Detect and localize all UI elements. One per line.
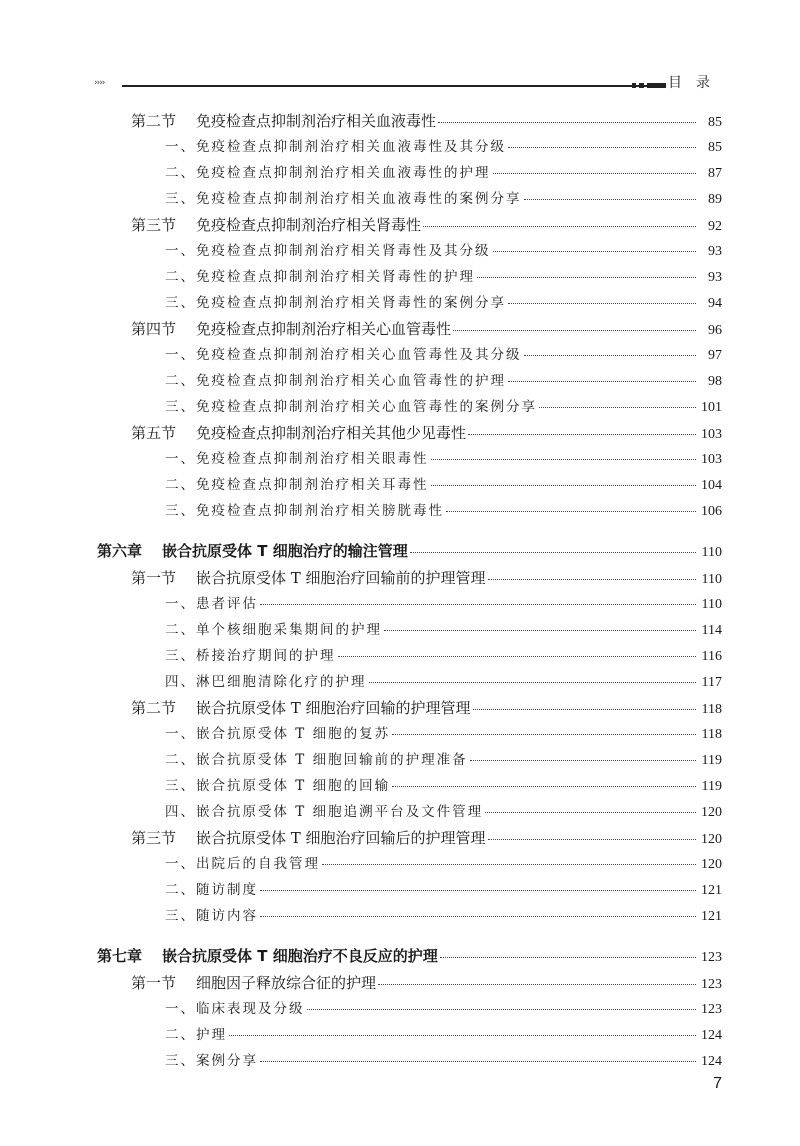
toc-section[interactable] [0, 316, 800, 342]
toc-section[interactable] [0, 565, 800, 591]
toc-title: 免疫检查点抑制剂治疗相关肾毒性的案例分享 [196, 295, 506, 311]
header-arrows-icon: ›››› [94, 78, 105, 88]
toc-section[interactable] [0, 108, 800, 134]
toc-item[interactable] [0, 1022, 800, 1048]
toc-item[interactable] [0, 669, 800, 695]
toc-page: 121 [701, 909, 722, 924]
toc-item[interactable] [0, 160, 800, 186]
leader-dots [473, 708, 696, 710]
toc-title: 免疫检查点抑制剂治疗相关肾毒性的护理 [196, 269, 475, 285]
toc-item[interactable] [0, 134, 800, 160]
toc-title: 临床表现及分级 [196, 1001, 305, 1017]
toc-page: 110 [701, 572, 722, 587]
leader-dots [260, 915, 696, 917]
toc-item[interactable] [0, 996, 800, 1022]
toc-page: 118 [701, 727, 722, 742]
toc-title: 免疫检查点抑制剂治疗相关血液毒性 [196, 112, 437, 130]
toc-page: 89 [708, 192, 722, 207]
toc-item[interactable] [0, 721, 800, 747]
toc-page: 103 [701, 427, 722, 442]
toc-section[interactable] [0, 212, 800, 238]
toc-number: 二、 [165, 477, 196, 493]
toc-page: 104 [701, 478, 722, 493]
toc-title: 桥接治疗期间的护理 [196, 648, 336, 664]
toc-title: 出院后的自我管理 [196, 856, 320, 872]
toc-title: 护理 [196, 1027, 227, 1043]
toc-number: 一、 [165, 596, 196, 612]
leader-dots [453, 329, 696, 331]
toc-section[interactable] [0, 695, 800, 721]
toc-chapter[interactable] [0, 538, 800, 565]
toc-page: 120 [701, 832, 722, 847]
toc-page: 123 [701, 950, 722, 965]
leader-dots [260, 603, 696, 605]
toc-title: 嵌合抗原受体 T 细胞治疗的输注管理 [162, 542, 408, 560]
toc-title: 免疫检查点抑制剂治疗相关耳毒性 [196, 477, 429, 493]
leader-dots [307, 1008, 697, 1010]
toc-number: 二、 [165, 622, 196, 638]
toc-section[interactable] [0, 825, 800, 851]
toc-number: 第一节 [131, 974, 177, 992]
leader-dots [524, 198, 697, 200]
toc-title: 免疫检查点抑制剂治疗相关血液毒性的护理 [196, 165, 491, 181]
toc-number: 四、 [165, 674, 196, 690]
toc-item[interactable] [0, 290, 800, 316]
toc-item[interactable] [0, 264, 800, 290]
toc-number: 一、 [165, 243, 196, 259]
toc-item[interactable] [0, 446, 800, 472]
header-rule [122, 85, 666, 87]
toc-title: 嵌合抗原受体 T 细胞的回输 [196, 778, 391, 794]
toc-title: 单个核细胞采集期间的护理 [196, 622, 382, 638]
toc-page: 93 [708, 244, 722, 259]
toc-number: 四、 [165, 804, 196, 820]
toc-number: 第三节 [131, 829, 177, 847]
toc-number: 一、 [165, 347, 196, 363]
toc-title: 免疫检查点抑制剂治疗相关血液毒性的案例分享 [196, 191, 522, 207]
leader-dots [229, 1034, 696, 1036]
toc-page: 121 [701, 883, 722, 898]
toc-number: 一、 [165, 856, 196, 872]
toc-title: 细胞因子释放综合征的护理 [196, 974, 377, 992]
toc-number: 二、 [165, 1027, 196, 1043]
toc-page: 110 [701, 597, 722, 612]
toc-title: 嵌合抗原受体 T 细胞追溯平台及文件管理 [196, 804, 484, 820]
toc-number: 第五节 [131, 424, 177, 442]
toc-title: 嵌合抗原受体 T 细胞治疗不良反应的护理 [162, 947, 438, 965]
leader-dots [384, 629, 696, 631]
leader-dots [423, 225, 696, 227]
toc-chapter[interactable] [0, 943, 800, 970]
toc-page: 119 [701, 779, 722, 794]
toc-title: 免疫检查点抑制剂治疗相关心血管毒性的案例分享 [196, 399, 537, 415]
leader-dots [338, 655, 697, 657]
toc-number: 三、 [165, 1053, 196, 1069]
toc-page: 117 [701, 675, 722, 690]
toc-title: 免疫检查点抑制剂治疗相关心血管毒性及其分级 [196, 347, 522, 363]
toc-item[interactable] [0, 643, 800, 669]
toc-title: 免疫检查点抑制剂治疗相关肾毒性 [196, 216, 422, 234]
toc-item[interactable] [0, 773, 800, 799]
toc-number: 第二节 [131, 699, 177, 717]
toc-page: 124 [701, 1054, 722, 1069]
toc-item[interactable] [0, 238, 800, 264]
toc-page: 124 [701, 1028, 722, 1043]
toc-item[interactable] [0, 368, 800, 394]
running-header [94, 70, 724, 100]
header-title: 目录 [668, 75, 724, 91]
toc-number: 三、 [165, 295, 196, 311]
toc-page: 103 [701, 452, 722, 467]
toc-page: 123 [701, 977, 722, 992]
table-of-contents [0, 108, 800, 1074]
leader-dots [508, 146, 696, 148]
toc-section[interactable] [0, 970, 800, 996]
toc-section[interactable] [0, 420, 800, 446]
toc-page: 120 [701, 805, 722, 820]
toc-title: 淋巴细胞清除化疗的护理 [196, 674, 367, 690]
toc-number: 第四节 [131, 320, 177, 338]
toc-number: 一、 [165, 139, 196, 155]
toc-item[interactable] [0, 799, 800, 825]
toc-page: 96 [708, 323, 722, 338]
toc-page: 114 [701, 623, 722, 638]
toc-item[interactable] [0, 903, 800, 929]
toc-title: 嵌合抗原受体 T 细胞回输前的护理准备 [196, 752, 468, 768]
toc-title: 免疫检查点抑制剂治疗相关血液毒性及其分级 [196, 139, 506, 155]
toc-title: 嵌合抗原受体 T 细胞治疗回输前的护理管理 [196, 569, 486, 587]
toc-number: 二、 [165, 269, 196, 285]
toc-title: 随访内容 [196, 908, 258, 924]
toc-number: 三、 [165, 908, 196, 924]
leader-dots [260, 889, 696, 891]
leader-dots [508, 302, 696, 304]
toc-title: 嵌合抗原受体 T 细胞治疗回输后的护理管理 [196, 829, 486, 847]
leader-dots [485, 811, 696, 813]
toc-page: 85 [708, 115, 722, 130]
toc-number: 三、 [165, 648, 196, 664]
toc-page: 92 [708, 219, 722, 234]
toc-item[interactable] [0, 186, 800, 212]
leader-dots [539, 406, 696, 408]
toc-page: 110 [701, 545, 722, 560]
leader-dots [493, 250, 697, 252]
toc-number: 三、 [165, 399, 196, 415]
toc-title: 免疫检查点抑制剂治疗相关膀胱毒性 [196, 503, 444, 519]
toc-number: 二、 [165, 165, 196, 181]
toc-page: 97 [708, 348, 722, 363]
leader-dots [392, 785, 696, 787]
toc-item[interactable] [0, 851, 800, 877]
leader-dots [446, 510, 696, 512]
toc-number: 一、 [165, 726, 196, 742]
leader-dots [488, 578, 696, 580]
toc-page: 87 [708, 166, 722, 181]
toc-number: 第三节 [131, 216, 177, 234]
leader-dots [431, 458, 697, 460]
toc-page: 85 [708, 140, 722, 155]
toc-item[interactable] [0, 1048, 800, 1074]
toc-title: 免疫检查点抑制剂治疗相关其他少见毒性 [196, 424, 467, 442]
toc-item[interactable] [0, 342, 800, 368]
leader-dots [440, 956, 696, 958]
toc-page: 101 [701, 400, 722, 415]
leader-dots [392, 733, 696, 735]
toc-item[interactable] [0, 617, 800, 643]
toc-title: 随访制度 [196, 882, 258, 898]
toc-title: 免疫检查点抑制剂治疗相关心血管毒性的护理 [196, 373, 506, 389]
toc-item[interactable] [0, 472, 800, 498]
toc-number: 一、 [165, 1001, 196, 1017]
toc-number: 第七章 [97, 947, 143, 965]
toc-number: 三、 [165, 503, 196, 519]
toc-number: 三、 [165, 191, 196, 207]
toc-title: 嵌合抗原受体 T 细胞的复苏 [196, 726, 391, 742]
leader-dots [470, 759, 696, 761]
toc-page: 98 [708, 374, 722, 389]
leader-dots [508, 380, 696, 382]
toc-page: 123 [701, 1002, 722, 1017]
leader-dots [260, 1060, 696, 1062]
toc-page: 106 [701, 504, 722, 519]
toc-item[interactable] [0, 877, 800, 903]
toc-page: 116 [701, 649, 722, 664]
toc-title: 免疫检查点抑制剂治疗相关心血管毒性 [196, 320, 452, 338]
leader-dots [468, 433, 696, 435]
toc-item[interactable] [0, 747, 800, 773]
leader-dots [524, 354, 697, 356]
toc-title: 案例分享 [196, 1053, 258, 1069]
leader-dots [438, 121, 696, 123]
leader-dots [431, 484, 697, 486]
toc-item[interactable] [0, 394, 800, 420]
toc-page: 120 [701, 857, 722, 872]
toc-number: 第二节 [131, 112, 177, 130]
toc-item[interactable] [0, 498, 800, 524]
toc-number: 三、 [165, 778, 196, 794]
toc-item[interactable] [0, 591, 800, 617]
leader-dots [378, 983, 696, 985]
leader-dots [410, 551, 696, 553]
toc-number: 二、 [165, 373, 196, 389]
header-rule-end [632, 83, 666, 88]
toc-number: 二、 [165, 882, 196, 898]
toc-page: 119 [701, 753, 722, 768]
leader-dots [493, 172, 697, 174]
toc-title: 患者评估 [196, 596, 258, 612]
leader-dots [322, 863, 696, 865]
toc-page: 118 [701, 702, 722, 717]
leader-dots [477, 276, 696, 278]
toc-page: 94 [708, 296, 722, 311]
toc-number: 二、 [165, 752, 196, 768]
leader-dots [488, 838, 696, 840]
toc-page: 93 [708, 270, 722, 285]
toc-number: 第六章 [97, 542, 143, 560]
toc-title: 免疫检查点抑制剂治疗相关肾毒性及其分级 [196, 243, 491, 259]
toc-title: 嵌合抗原受体 T 细胞治疗回输的护理管理 [196, 699, 471, 717]
toc-number: 第一节 [131, 569, 177, 587]
leader-dots [369, 681, 697, 683]
toc-number: 一、 [165, 451, 196, 467]
toc-title: 免疫检查点抑制剂治疗相关眼毒性 [196, 451, 429, 467]
page-number: 7 [713, 1075, 722, 1092]
